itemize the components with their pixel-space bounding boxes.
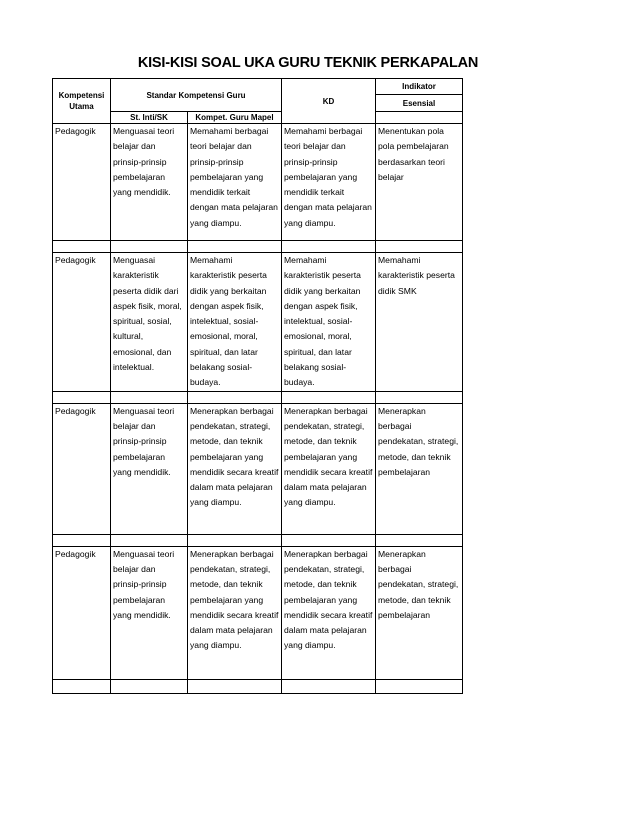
- header-esensial-blank: [376, 112, 463, 124]
- cell-kompetensi-utama: Pedagogik: [53, 253, 111, 392]
- cell-kompetensi-utama: Pedagogik: [53, 546, 111, 679]
- cell-kd: Memahami karakteristik peserta didik yang berkaitan dengan aspek fisik, intelektual, sosial-emosional, moral, spiritual, dan latar belakang sosial-budaya.: [282, 253, 376, 392]
- cell-kompetensi-utama: Pedagogik: [53, 403, 111, 534]
- cell-st-inti-sk: Menguasai teori belajar dan prinsip-prinsip pembelajaran yang mendidik.: [111, 546, 188, 679]
- table-row: [53, 403, 463, 534]
- cell-esensial: Memahami karakteristik peserta didik SMK: [376, 253, 463, 392]
- cell-kompetensi-utama: Pedagogik: [53, 124, 111, 241]
- cell-esensial: Menentukan pola pola pembelajaran berdasarkan teori belajar: [376, 124, 463, 241]
- header-kd: KD: [282, 79, 376, 124]
- kisi-kisi-table: [52, 78, 463, 694]
- header-kompet-guru-mapel: Kompet. Guru Mapel: [188, 112, 282, 124]
- cell-kd: Menerapkan berbagai pendekatan, strategi, metode, dan teknik pembelajaran yang mendidik secara kreatif dalam mata pelajaran yang diampu.: [282, 546, 376, 679]
- cell-esensial: Menerapkan berbagai pendekatan, strategi, metode, dan teknik pembelajaran: [376, 403, 463, 534]
- table-row-blank: [53, 534, 463, 546]
- cell-esensial: Menerapkan berbagai pendekatan, strategi, metode, dan teknik pembelajaran: [376, 546, 463, 679]
- cell-kompet-guru-mapel: Memahami karakteristik peserta didik yang berkaitan dengan aspek fisik, intelektual, sosial-emosional, moral, spiritual, dan latar belakang sosial-budaya.: [188, 253, 282, 392]
- header-st-inti-sk: St. Inti/SK: [111, 112, 188, 124]
- header-esensial: Esensial: [376, 95, 463, 112]
- cell-st-inti-sk: Menguasai karakteristik peserta didik dari aspek fisik, moral, spiritual, sosial, kultural, emosional, dan intelektual.: [111, 253, 188, 392]
- document-title: KISI-KISI SOAL UKA GURU TEKNIK PERKAPALAN: [137, 55, 479, 71]
- table-row: [53, 124, 463, 241]
- cell-st-inti-sk: Menguasai teori belajar dan prinsip-prinsip pembelajaran yang mendidik.: [111, 124, 188, 241]
- header-standar-kompetensi-guru: Standar Kompetensi Guru: [111, 79, 282, 112]
- table-row-blank: [53, 391, 463, 403]
- table-row-blank: [53, 679, 463, 693]
- header-indikator: Indikator: [376, 79, 463, 95]
- header-kompetensi-utama: Kompetensi Utama: [53, 79, 111, 124]
- cell-st-inti-sk: Menguasai teori belajar dan prinsip-prinsip pembelajaran yang mendidik.: [111, 403, 188, 534]
- cell-kd: Memahami berbagai teori belajar dan prinsip-prinsip pembelajaran yang mendidik terkait dengan mata pelajaran yang diampu.: [282, 124, 376, 241]
- table-row: [53, 546, 463, 679]
- table-row: [53, 253, 463, 392]
- cell-kompet-guru-mapel: Menerapkan berbagai pendekatan, strategi, metode, dan teknik pembelajaran yang mendidik secara kreatif dalam mata pelajaran yang diampu.: [188, 546, 282, 679]
- cell-kompet-guru-mapel: Menerapkan berbagai pendekatan, strategi, metode, dan teknik pembelajaran yang mendidik secara kreatif dalam mata pelajaran yang diampu.: [188, 403, 282, 534]
- cell-kompet-guru-mapel: Memahami berbagai teori belajar dan prinsip-prinsip pembelajaran yang mendidik terkait dengan mata pelajaran yang diampu.: [188, 124, 282, 241]
- table-row-blank: [53, 241, 463, 253]
- cell-kd: Menerapkan berbagai pendekatan, strategi, metode, dan teknik pembelajaran yang mendidik secara kreatif dalam mata pelajaran yang diampu.: [282, 403, 376, 534]
